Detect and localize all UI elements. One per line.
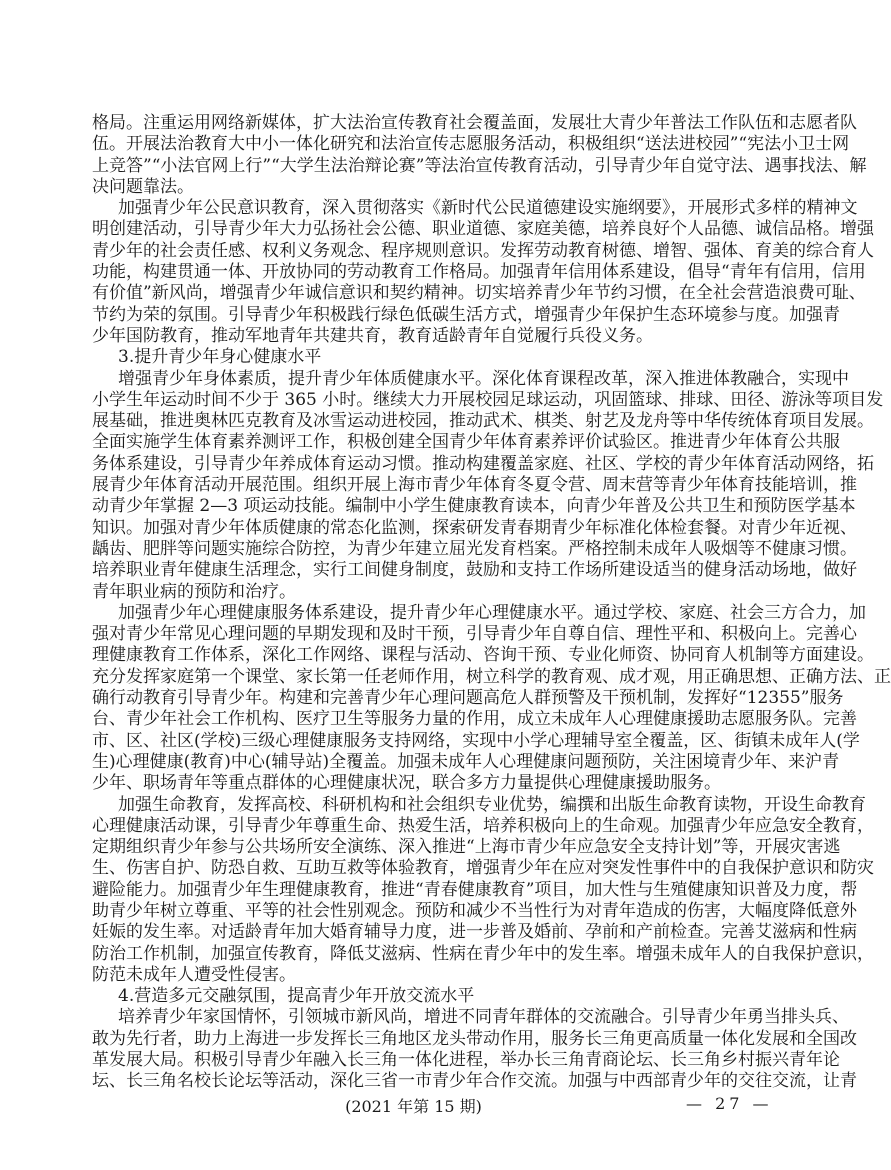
text-line: 理健康教育工作体系，深化工作网络、课程与活动、咨询干预、专业化师资、协同育人机制等方面建设。	[92, 645, 874, 666]
text-line: 节约为荣的氛围。引导青少年积极践行绿色低碳生活方式，增强青少年保护生态环境参与度。加强青	[92, 304, 840, 325]
text-line: 增强青少年身体素质，提升青少年体质健康水平。深化体育课程改革，深入推进体教融合，实现中	[118, 368, 849, 389]
text-line: 小学生年运动时间不少于 365 小时。继续大力开展校园足球运动，巩固篮球、排球、田径、游泳等项目发	[92, 389, 884, 410]
text-line: 确行动教育引导青少年。构建和完善青少年心理问题高危人群预警及干预机制，发挥好“12355”服务	[92, 688, 844, 709]
text-line: 加强青少年公民意识教育，深入贯彻落实《新时代公民道德建设实施纲要》，开展形式多样的精神文	[118, 198, 858, 219]
paragraph	[92, 198, 874, 347]
paragraph	[92, 794, 874, 987]
paragraph	[92, 602, 891, 795]
text-line: 少年国防教育，推动军地青年共建共育，教育适龄青年自觉履行兵役义务。	[92, 325, 653, 346]
footer-issue: (2021 年第 15 期)	[345, 1097, 482, 1116]
text-line: 加强青少年心理健康服务体系建设，提升青少年心理健康水平。通过学校、家庭、社会三方合力，加	[118, 602, 866, 623]
paragraph	[92, 368, 884, 603]
text-line: 强对青少年常见心理问题的早期发现和及时干预，引导青少年自尊自信、理性平和、积极向上。完善心	[92, 624, 857, 645]
text-line: 龋齿、肥胖等问题实施综合防控，为青少年建立屈光发育档案。严格控制未成年人吸烟等不健康习惯。	[92, 538, 857, 559]
text-line: 防治工作机制，加强宣传教育，降低艾滋病、性病在青少年中的发生率。增强未成年人的自我保护意识，	[92, 943, 874, 964]
text-line: 展青少年体育活动开展范围。组织开展上海市青少年体育冬夏令营、周末营等青少年体育技能培训，推	[92, 475, 857, 496]
text-line: 务体系建设，引导青少年养成体育运动习惯。推动构建覆盖家庭、社区、学校的青少年体育活动网络，拓	[92, 453, 874, 474]
text-line: 避险能力。加强青少年生理健康教育，推进“青春健康教育”项目，加大性与生殖健康知识普及力度，帮	[92, 879, 858, 900]
text-line: 少年、职场青年等重点群体的心理健康状况，联合多方力量提供心理健康援助服务。	[92, 773, 721, 794]
text-line: 青少年的社会责任感、权利义务观念、程序规则意识。发挥劳动教育树德、增智、强体、育美的综合育人	[92, 240, 874, 261]
text-line: 展基础，推进奥林匹克教育及冰雪运动进校园，推动武术、棋类、射艺及龙舟等中华传统体育项目发展。	[92, 411, 874, 432]
text-line: 充分发挥家庭第一个课堂、家长第一任老师作用，树立科学的教育观、成才观，用正确思想、正确方法、正	[92, 666, 891, 687]
text-line: 培养青少年家国情怀，引领城市新风尚，增进不同青年群体的交流融合。引导青少年勇当排头兵、	[118, 1007, 849, 1028]
text-line: 敢为先行者，助力上海进一步发挥长三角地区龙头带动作用，服务长三角更高质量一体化发展和全国改	[92, 1028, 857, 1049]
text-line: 革发展大局。积极引导青少年融入长三角一体化进程，举办长三角青商论坛、长三角乡村振兴青年论	[92, 1050, 840, 1071]
section-heading	[92, 347, 736, 368]
text-line: 培养职业青年健康生活理念，实行工间健身制度，鼓励和支持工作场所建设适当的健身活动场地，做好	[92, 560, 857, 581]
text-line: 功能，构建贯通一体、开放协同的劳动教育工作格局。加强青年信用体系建设，倡导“青年有信用，信用	[92, 262, 866, 283]
text-line: 伍。开展法治教育大中小一体化研究和法治宣传志愿服务活动，积极组织“送法进校园”“宪法小卫士网	[92, 134, 850, 155]
text-line: 助青少年树立尊重、平等的社会性别观念。预防和减少不当性行为对青年造成的伤害，大幅度降低意外	[92, 900, 857, 921]
text-line: 决问题靠法。	[92, 176, 194, 197]
text-line: 市、区、社区(学校)三级心理健康服务支持网络，实现中小学心理辅导室全覆盖，区、街镇未成年人(学	[92, 730, 860, 751]
text-line: 生)心理健康(教育)中心(辅导站)全覆盖。加强未成年人心理健康问题预防，关注困境青少年、来沪青	[92, 751, 840, 772]
paragraph	[92, 1007, 857, 1092]
paragraph	[92, 113, 867, 198]
text-line: 定期组织青少年参与公共场所安全演练、深入推进“上海市青少年应急安全支持计划”等，开展灾害逃	[92, 837, 841, 858]
text-line: 有价值”新风尚，增强青少年诚信意识和契约精神。切实培养青少年节约习惯，在全社会营造浪费可耻、	[92, 283, 866, 304]
text-line: 心理健康活动课，引导青少年尊重生命、热爱生活，培养积极向上的生命观。加强青少年应急安全教育，	[92, 815, 874, 836]
text-line: 防范未成年人遭受性侵害。	[92, 964, 296, 985]
text-line: 妊娠的发生率。对适龄青年加大婚育辅导力度，进一步普及婚前、孕前和产前检查。完善艾滋病和性病	[92, 922, 857, 943]
document-body	[92, 113, 891, 1093]
section-heading	[92, 986, 736, 1007]
text-line: 动青少年掌握 2—3 项运动技能。编制中小学生健康教育读本，向青少年普及公共卫生和预防医学基本	[92, 496, 856, 517]
text-line: 青年职业病的预防和治疗。	[92, 581, 296, 602]
text-line: 全面实施学生体育素养测评工作，积极创建全国青少年体育素养评价试验区。推进青少年体育公共服	[92, 432, 840, 453]
text-line: 台、青少年社会工作机构、医疗卫生等服务力量的作用，成立未成年人心理健康援助志愿服务队。完善	[92, 709, 857, 730]
text-line: 明创建活动，引导青少年大力弘扬社会公德、职业道德、家庭美德，培养良好个人品德、诚信品格。增强	[92, 219, 874, 240]
text-line: 上竞答”“小法官网上行”“大学生法治辩论赛”等法治宣传教育活动，引导青少年自觉守法、遇事找法、解	[92, 155, 867, 176]
text-line: 生、伤害自护、防恐自救、互助互救等体验教育，增强青少年在应对突发性事件中的自我保护意识和防灾	[92, 858, 874, 879]
page-number: — 27 —	[686, 1094, 773, 1113]
text-line: 加强生命教育，发挥高校、科研机构和社会组织专业优势，编撰和出版生命教育读物，开设生命教育	[118, 794, 866, 815]
text-line: 4.营造多元交融氛围，提高青少年开放交流水平	[118, 986, 475, 1007]
text-line: 3.提升青少年身心健康水平	[118, 347, 322, 368]
text-line: 知识。加强对青少年体质健康的常态化监测，探索研发青春期青少年标准化体检套餐。对青少年近视、	[92, 517, 857, 538]
text-line: 格局。注重运用网络新媒体，扩大法治宣传教育社会覆盖面，发展壮大青少年普法工作队伍和志愿者队	[92, 113, 857, 133]
text-line: 坛、长三角名校长论坛等活动，深化三省一市青少年合作交流。加强与中西部青少年的交往交流，让青	[92, 1071, 857, 1092]
